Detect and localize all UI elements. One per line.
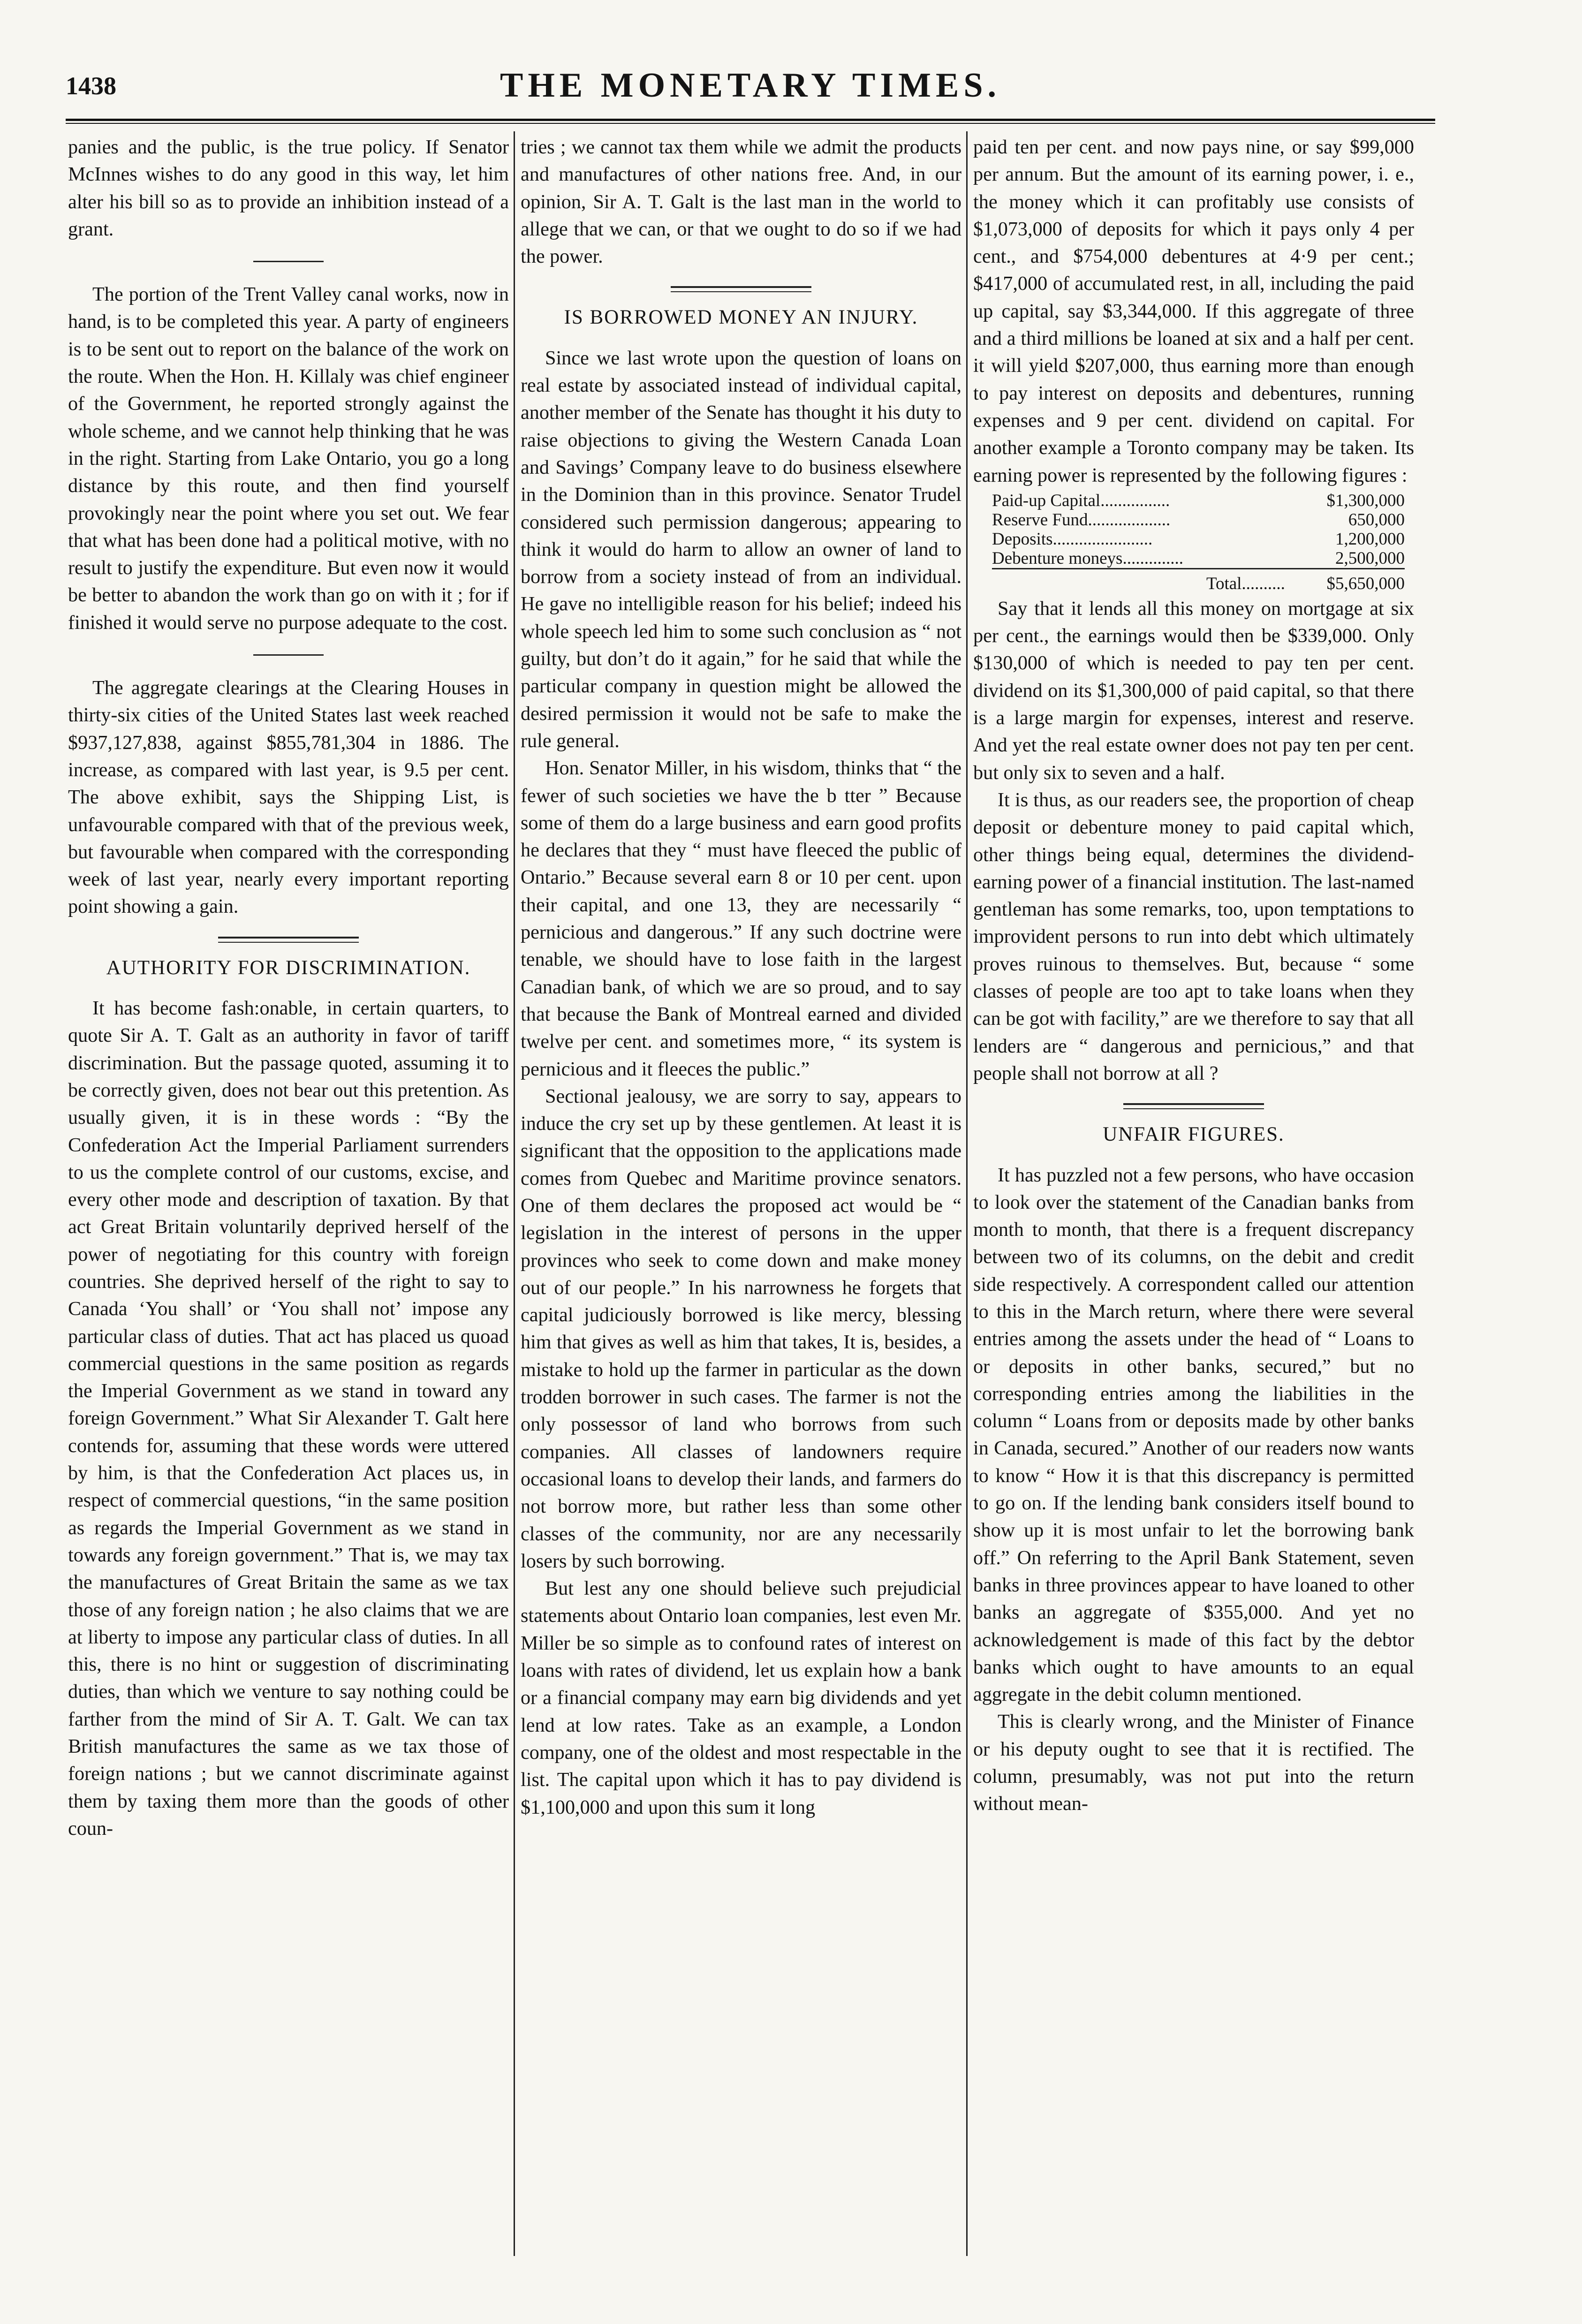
table-label: Reserve Fund................... — [992, 510, 1171, 530]
paragraph: The aggregate clearings at the Clearing Houses in thirty-six cities of the United States last week reached $937,127,838, against $855,781,304 in 1886. The increase, as compared with last year, is 9.5 per cent. The above exhibit, says the Shipping List, is unfavourable compared with that of the previous week, but favourable when compared with the corresponding week of last year, nearly every important reporting point showing a gain. — [68, 677, 509, 918]
article-heading: UNFAIR FIGURES. — [1103, 1123, 1285, 1146]
table-amount: 2,500,000 — [1335, 548, 1405, 568]
table-row — [992, 510, 1405, 530]
paragraph: It has puzzled not a few persons, who have occasion to look over the statement of the Canadian banks from month to month, that there is a frequent discrepancy between two of its columns, on the debit and credit side respectively. A correspondent called our attention to this in the March return, where there were several entries among the assets under the head of “ Loans to or deposits in other banks, secured,” but no corresponding entries among the liabilities in the column “ Loans from or deposits made by other banks in Canada, secured.” Another of our readers now wants to know “ How it is that this discrepancy is permitted to go on. If the lending bank considers itself bound to show up it is most unfair to let the borrowing bank off.” On referring to the April Bank Statement, seven banks in three provinces appear to have loaned to other banks an aggregate of $355,000. And yet no acknowledgement is made of this fact by the debtor banks which ought to have amounts to an equal aggregate in the debit column mentioned. — [973, 1164, 1414, 1706]
table-row — [992, 530, 1405, 549]
article-heading: AUTHORITY FOR DISCRIMINATION. — [106, 956, 471, 979]
page-number: 1438 — [66, 72, 116, 100]
paragraph: It is thus, as our readers see, the proportion of cheap deposit or debenture money to paid capital which, other things being equal, determines the dividend-earning power of a financial institution. The last-named gentleman has some remarks, too, upon temptations to improvident persons to run into debt which ultimately proves ruinous to themselves. But, because “ some classes of people are too apt to take loans when they can be got with facility,” are we therefore to say that all lenders are “ dangerous and pernicious,” and that people shall not borrow at all ? — [973, 788, 1414, 1084]
table-amount: 650,000 — [1348, 510, 1405, 530]
paragraph: paid ten per cent. and now pays nine, or say $99,000 per annum. But the amount of its earning power, i. e., the money which it can profitably use consists of $1,073,000 of deposits for which it pays only 4 per cent., and $754,000 debentures at 4·9 per cent.; $417,000 of accumulated rest, in all, including the paid up capital, say $3,344,000. If this aggregate of three and a third millions be loaned at six and a half per cent. it will yield $207,000, thus earning more than enough to pay interest on deposits and debentures, running expenses and 9 per cent. dividend on capital. For another example a Toronto company may be taken. Its earning power is represented by the following figures : — [973, 136, 1414, 486]
paragraph: Hon. Senator Miller, in his wisdom, thinks that “ the fewer of such societies we have the b tter ” Because some of them do a large business and earn good profits he declares that they “ must have fleeced the public of Ontario.” Because several earn 8 or 10 per cent. upon their capital, and one 13, they are necessarily “ pernicious and dangerous.” If any such doctrine were tenable, we should have to lose faith in the largest Canadian bank, of which we are so proud, and to say that because the Bank of Montreal earned and divided twelve per cent. and sometimes more, “ its system is pernicious and it fleeces the public.” — [521, 757, 961, 1080]
table-label: Debenture moneys.............. — [992, 548, 1183, 568]
figures-table — [992, 491, 1405, 593]
table-label: Paid-up Capital................ — [992, 491, 1170, 510]
table-row — [992, 549, 1405, 569]
column-3 — [973, 134, 1414, 1818]
paragraph: Say that it lends all this money on mortgage at six per cent., the earnings would then be $339,000. Only $130,000 of which is needed to pay ten per cent. dividend on its $1,300,000 of paid capital, so that there is a large margin for expenses, interest and reserve. And yet the real estate owner does not pay ten per cent. but only six to seven and a half. — [973, 597, 1414, 784]
masthead-title: THE MONETARY TIMES. — [500, 66, 1001, 105]
table-amount: $1,300,000 — [1326, 491, 1405, 510]
table-total-amount: $5,650,000 — [1285, 568, 1405, 593]
article-divider — [671, 286, 811, 288]
column-1 — [68, 134, 509, 1842]
paragraph: tries ; we cannot tax them while we admit the products and manufactures of other nations free. And, in our opinion, Sir A. T. Galt is the last man in the world to allege that we can, or that we ought to do so if we had the power. — [521, 136, 961, 268]
article-heading: IS BORROWED MONEY AN INJURY. — [564, 306, 918, 329]
section-divider — [253, 654, 324, 656]
paragraph: It has become fash:onable, in certain quarters, to quote Sir A. T. Galt as an authority in favor of tariff discrimination. But the passage quoted, assuming it to be correctly given, does not bear out this pretention. As usually given, it is in these words : “By the Confederation Act the Imperial Parliament surrenders to us the complete control of our customs, excise, and every other mode and description of taxation. By that act Great Britain voluntarily deprived herself of the power of negotiating for this country with foreign countries. She deprived herself of the right to say to Canada ‘You shall’ or ‘You shall not’ impose any particular class of duties. That act has placed us quoad commercial questions in the same position as regards the Imperial Government as we stand in toward any foreign Government.” What Sir Alexander T. Galt here contends for, assuming that these words were uttered by him, is that the Confederation Act places us, in respect of commercial questions, “in the same position as regards the Imperial Government as we stand in towards any foreign government.” That is, we may tax the manufactures of Great Britain the same as we tax those of any foreign nation ; he also claims that we are at liberty to impose any particular class of duties. In all this, there is no hint or suggestion of discriminating duties, than which we venture to say nothing could be farther from the mind of Sir A. T. Galt. We can tax British manufactures the same as we tax those of foreign nations ; but we cannot discriminate against them by taxing them more than the goods of other coun- — [68, 997, 509, 1840]
paragraph: This is clearly wrong, and the Minister of Finance or his deputy ought to see that it is rectified. The column, presumably, was not put into the return without mean- — [973, 1711, 1414, 1815]
header-rule-thin — [66, 123, 1435, 124]
column-divider-1 — [514, 131, 515, 2256]
table-total-row — [992, 568, 1405, 593]
table-row — [992, 491, 1405, 510]
table-amount: 1,200,000 — [1335, 529, 1405, 549]
paragraph: panies and the public, is the true policy. If Senator McInnes wishes to do any good in this way, let him alter his bill so as to provide an inhibition instead of a grant. — [68, 136, 509, 240]
header-rule — [66, 119, 1435, 121]
article-divider — [1123, 1103, 1264, 1105]
paragraph: The portion of the Trent Valley canal works, now in hand, is to be completed this year. A party of engineers is to be sent out to report on the balance of the work on the route. When the Hon. H. Killaly was chief engineer of the Government, he reported strongly against the whole scheme, and we cannot help thinking that he was in the right. Starting from Lake Ontario, you go a long distance by this route, and then find yourself provokingly near the point where you set out. We fear that what has been done had a political motive, with no result to justify the expenditure. But even now it would be better to abandon the work than go on with it ; for if finished it would serve no purpose adequate to the cost. — [68, 283, 509, 634]
table-label: Deposits....................... — [992, 529, 1153, 549]
section-divider — [253, 261, 324, 262]
article-divider — [218, 937, 359, 939]
column-2 — [521, 134, 961, 1821]
paragraph: But lest any one should believe such prejudicial statements about Ontario loan companies, lest even Mr. Miller be so simple as to confound rates of interest on loans with rates of dividend, let us explain how a bank or a financial company may earn big dividends and yet lend at low rates. Take as an example, a London company, one of the oldest and most respectable in the list. The capital upon which it has to pay dividend is $1,100,000 and upon this sum it long — [521, 1577, 961, 1818]
table-total-label: Total.......... — [992, 568, 1285, 593]
paragraph: Sectional jealousy, we are sorry to say, appears to induce the cry set up by these gentlemen. At least it is significant that the opposition to the applications made comes from Quebec and Maritime province senators. One of them declares the proposed act would be “ legislation in the interest of persons in the upper provinces who seek to come down and make money out of our people.” In his narrowness he forgets that capital judiciously borrowed is like mercy, blessing him that gives as well as him that takes, It is, besides, a mistake to hold up the farmer in particular as the down trodden borrower in such cases. The farmer is not the only possessor of land who borrows from such companies. All classes of landowners require occasional loans to develop their lands, and farmers do not borrow more, but rather less than some other classes of the community, nor are any necessarily losers by such borrowing. — [521, 1085, 961, 1572]
paragraph: Since we last wrote upon the question of loans on real estate by associated instead of individual capital, another member of the Senate has thought it his duty to raise objections to giving the Western Canada Loan and Savings’ Company leave to do business elsewhere in the Dominion than in this province. Senator Trudel considered such permission dangerous; appearing to think it would do harm to allow an owner of land to borrow from a society instead of from an individual. He gave no intelligible reason for his belief; indeed his whole speech led him to some such conclusion as “ not guilty, but don’t do it again,” for he said that while the particular company in question might be allowed the desired permission it would not be safe to make the rule general. — [521, 347, 961, 752]
column-divider-2 — [966, 131, 968, 2256]
page-header — [66, 66, 1435, 117]
